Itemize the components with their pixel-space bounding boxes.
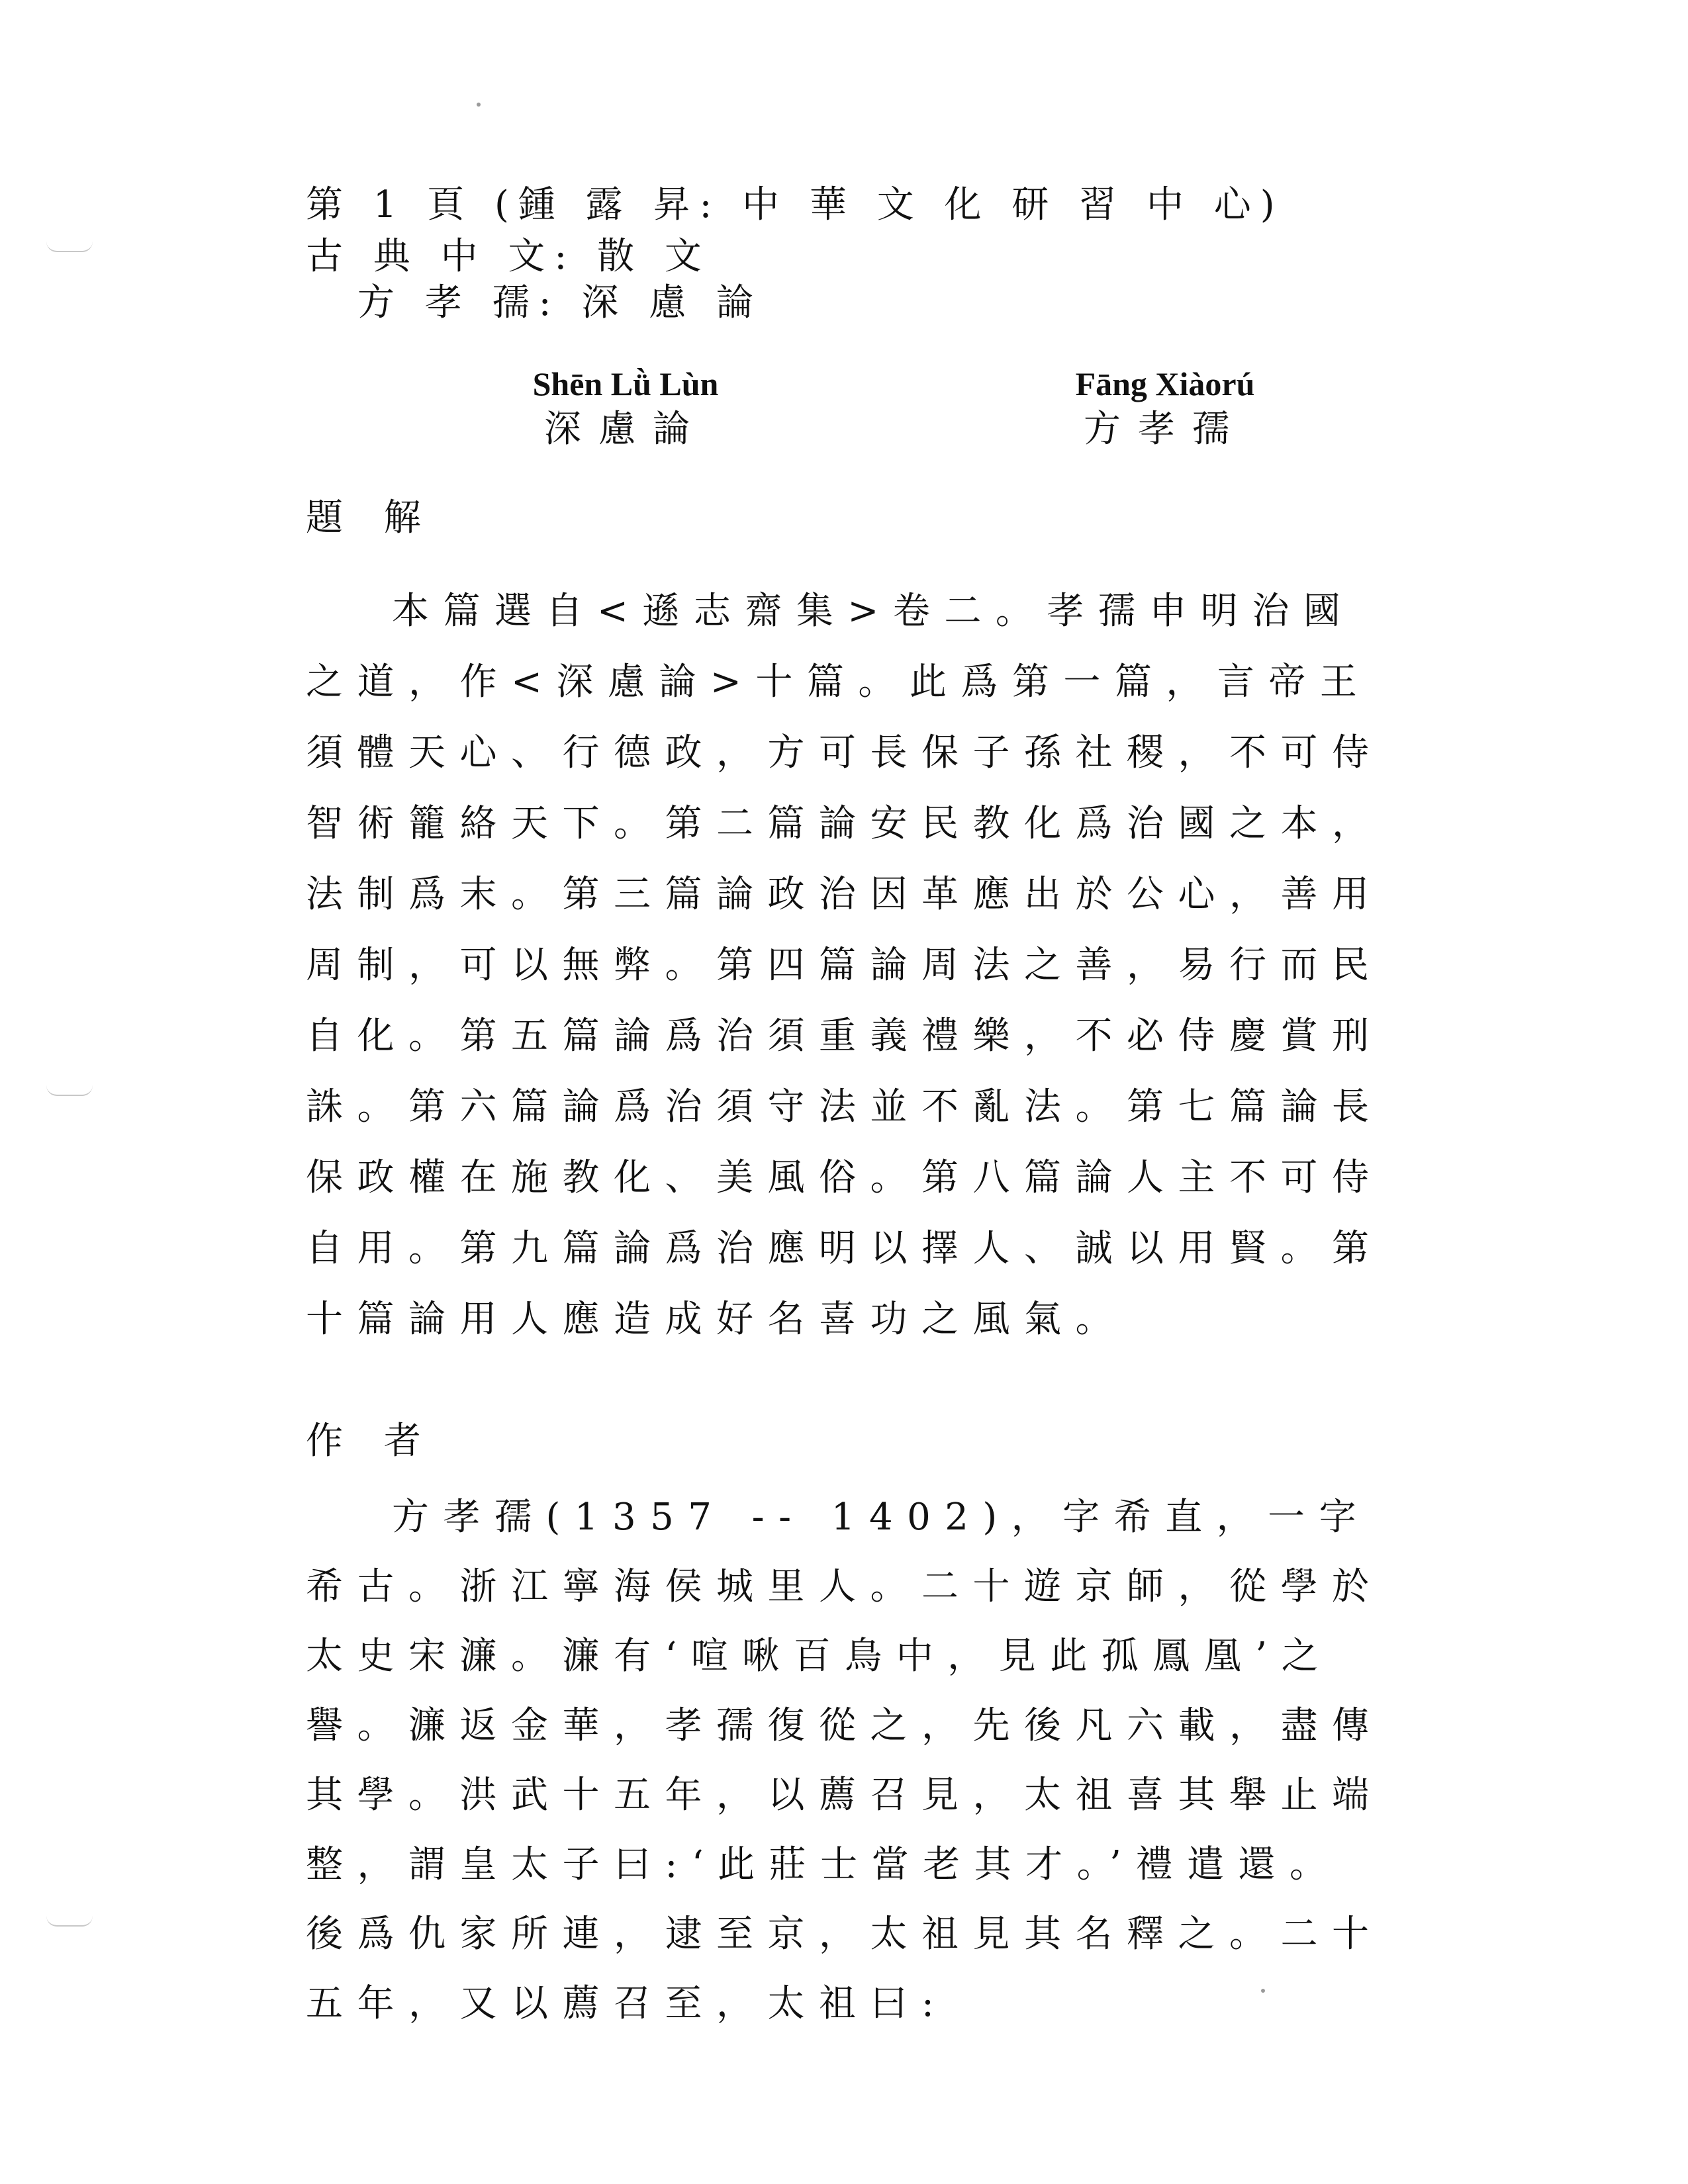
header-topic: 方 孝 孺: 深 慮 論 <box>357 281 763 324</box>
scan-margin-mark <box>46 1916 93 1927</box>
section-heading-explanation: 題 解 <box>306 496 436 539</box>
author-paragraph: 方孝孺(1357 -- 1402)，字希直，一字希古。浙江寧海侯城里人。二十遊京師，從學於太史宋濂。濂有‘喧啾百鳥中，見此孤鳳凰’之譽。濂返金華，孝孺復從之，先後凡六載，盡傳其學。洪武十五年，以薦召見，太祖喜其舉止端整，謂皇太子曰:‘此莊士當老其才。’禮遣還。後爲仇家所連，逮至京，太祖見其名釋之。二十五年，又以薦召至，太祖曰: <box>306 1496 1383 2025</box>
scan-margin-mark <box>46 1085 93 1096</box>
scan-margin-mark <box>46 242 93 252</box>
explanation-paragraph: 本篇選自<遜志齋集>卷二。孝孺申明治國之道，作<深慮論>十篇。此爲第一篇，言帝王須體天心、行德政，方可長保子孫社稷，不可侍智術籠絡天下。第二篇論安民教化爲治國之本，法制爲末。第三篇論政治因革應出於公心，善用周制，可以無弊。第四篇論周法之善，易行而民自化。第五篇論爲治須重義禮樂，不必侍慶賞刑誅。第六篇論爲治須守法並不亂法。第七篇論長保政權在施教化、美風俗。第八篇論人主不可侍自用。第九篇論爲治應明以擇人、誠以用賢。第十篇論用人應造成好名喜功之風氣。 <box>306 590 1383 1341</box>
author-name <box>1059 365 1271 451</box>
scan-speck <box>477 103 481 107</box>
author-name-pinyin: Fāng Xiàorú <box>1075 365 1255 402</box>
author-name-chinese: 方孝孺 <box>1084 408 1246 451</box>
section-heading-author: 作 者 <box>306 1420 436 1463</box>
header-course: 古 典 中 文: 散 文 <box>306 235 711 278</box>
scan-speck <box>1261 1989 1265 1993</box>
work-title-pinyin: Shēn Lǜ Lùn <box>532 365 719 402</box>
header-page-info: 第 1 頁 (鍾 露 昇: 中 華 文 化 研 習 中 心) <box>306 183 1284 226</box>
work-title <box>513 365 738 451</box>
work-title-chinese: 深慮論 <box>544 408 707 451</box>
